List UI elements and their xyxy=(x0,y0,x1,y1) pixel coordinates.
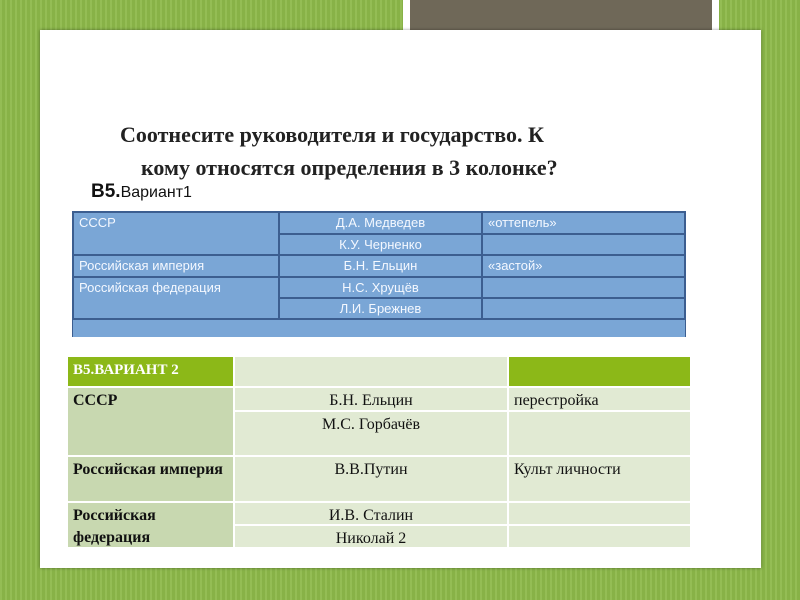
t2-def-4 xyxy=(508,502,691,525)
variant1-name: Вариант1 xyxy=(120,184,192,201)
t1-def-2 xyxy=(482,234,685,255)
t2-header-col2 xyxy=(234,356,508,387)
table-variant1 xyxy=(72,211,686,337)
variant1-label xyxy=(91,181,192,203)
table-variant2 xyxy=(66,355,691,548)
variant1-code: В5. xyxy=(91,181,121,202)
t1-country-2: Российская империя xyxy=(73,255,279,277)
t2-header-col3 xyxy=(508,356,691,387)
t1-leader-1: Д.А. Медведев xyxy=(279,212,482,234)
t2-leader-2: М.С. Горбачёв xyxy=(234,411,508,456)
t1-country-3: Российская федерация xyxy=(73,277,279,319)
t2-leader-1: Б.Н. Ельцин xyxy=(234,387,508,411)
t1-leader-4: Н.С. Хрущёв xyxy=(279,277,482,298)
t1-leader-5: Л.И. Брежнев xyxy=(279,298,482,319)
t2-country-1: СССР xyxy=(67,387,234,456)
t2-leader-4: И.В. Сталин xyxy=(234,502,508,525)
t2-leader-5: Николай 2 xyxy=(234,525,508,548)
t2-header: В5.ВАРИАНТ 2 xyxy=(67,356,234,387)
t2-def-1: перестройка xyxy=(508,387,691,411)
t1-leader-2: К.У. Черненко xyxy=(279,234,482,255)
t1-def-3: «застой» xyxy=(482,255,685,277)
t1-def-5 xyxy=(482,298,685,319)
t2-def-2 xyxy=(508,411,691,456)
t1-def-1: «оттепель» xyxy=(482,212,685,234)
t1-leader-3: Б.Н. Ельцин xyxy=(279,255,482,277)
t2-def-3: Культ личности xyxy=(508,456,691,502)
t1-country-1: СССР xyxy=(73,212,279,255)
t2-country-2: Российская империя xyxy=(67,456,234,502)
t1-bottom-bar xyxy=(73,319,685,337)
title-line-1: Соотнесите руководителя и государство. К xyxy=(120,122,544,147)
t2-country-3: Российская федерация xyxy=(67,502,234,548)
t2-leader-3: В.В.Путин xyxy=(234,456,508,502)
t2-def-5 xyxy=(508,525,691,548)
t1-def-4 xyxy=(482,277,685,298)
title-line-2: кому относятся определения в 3 колонке? xyxy=(141,155,558,180)
